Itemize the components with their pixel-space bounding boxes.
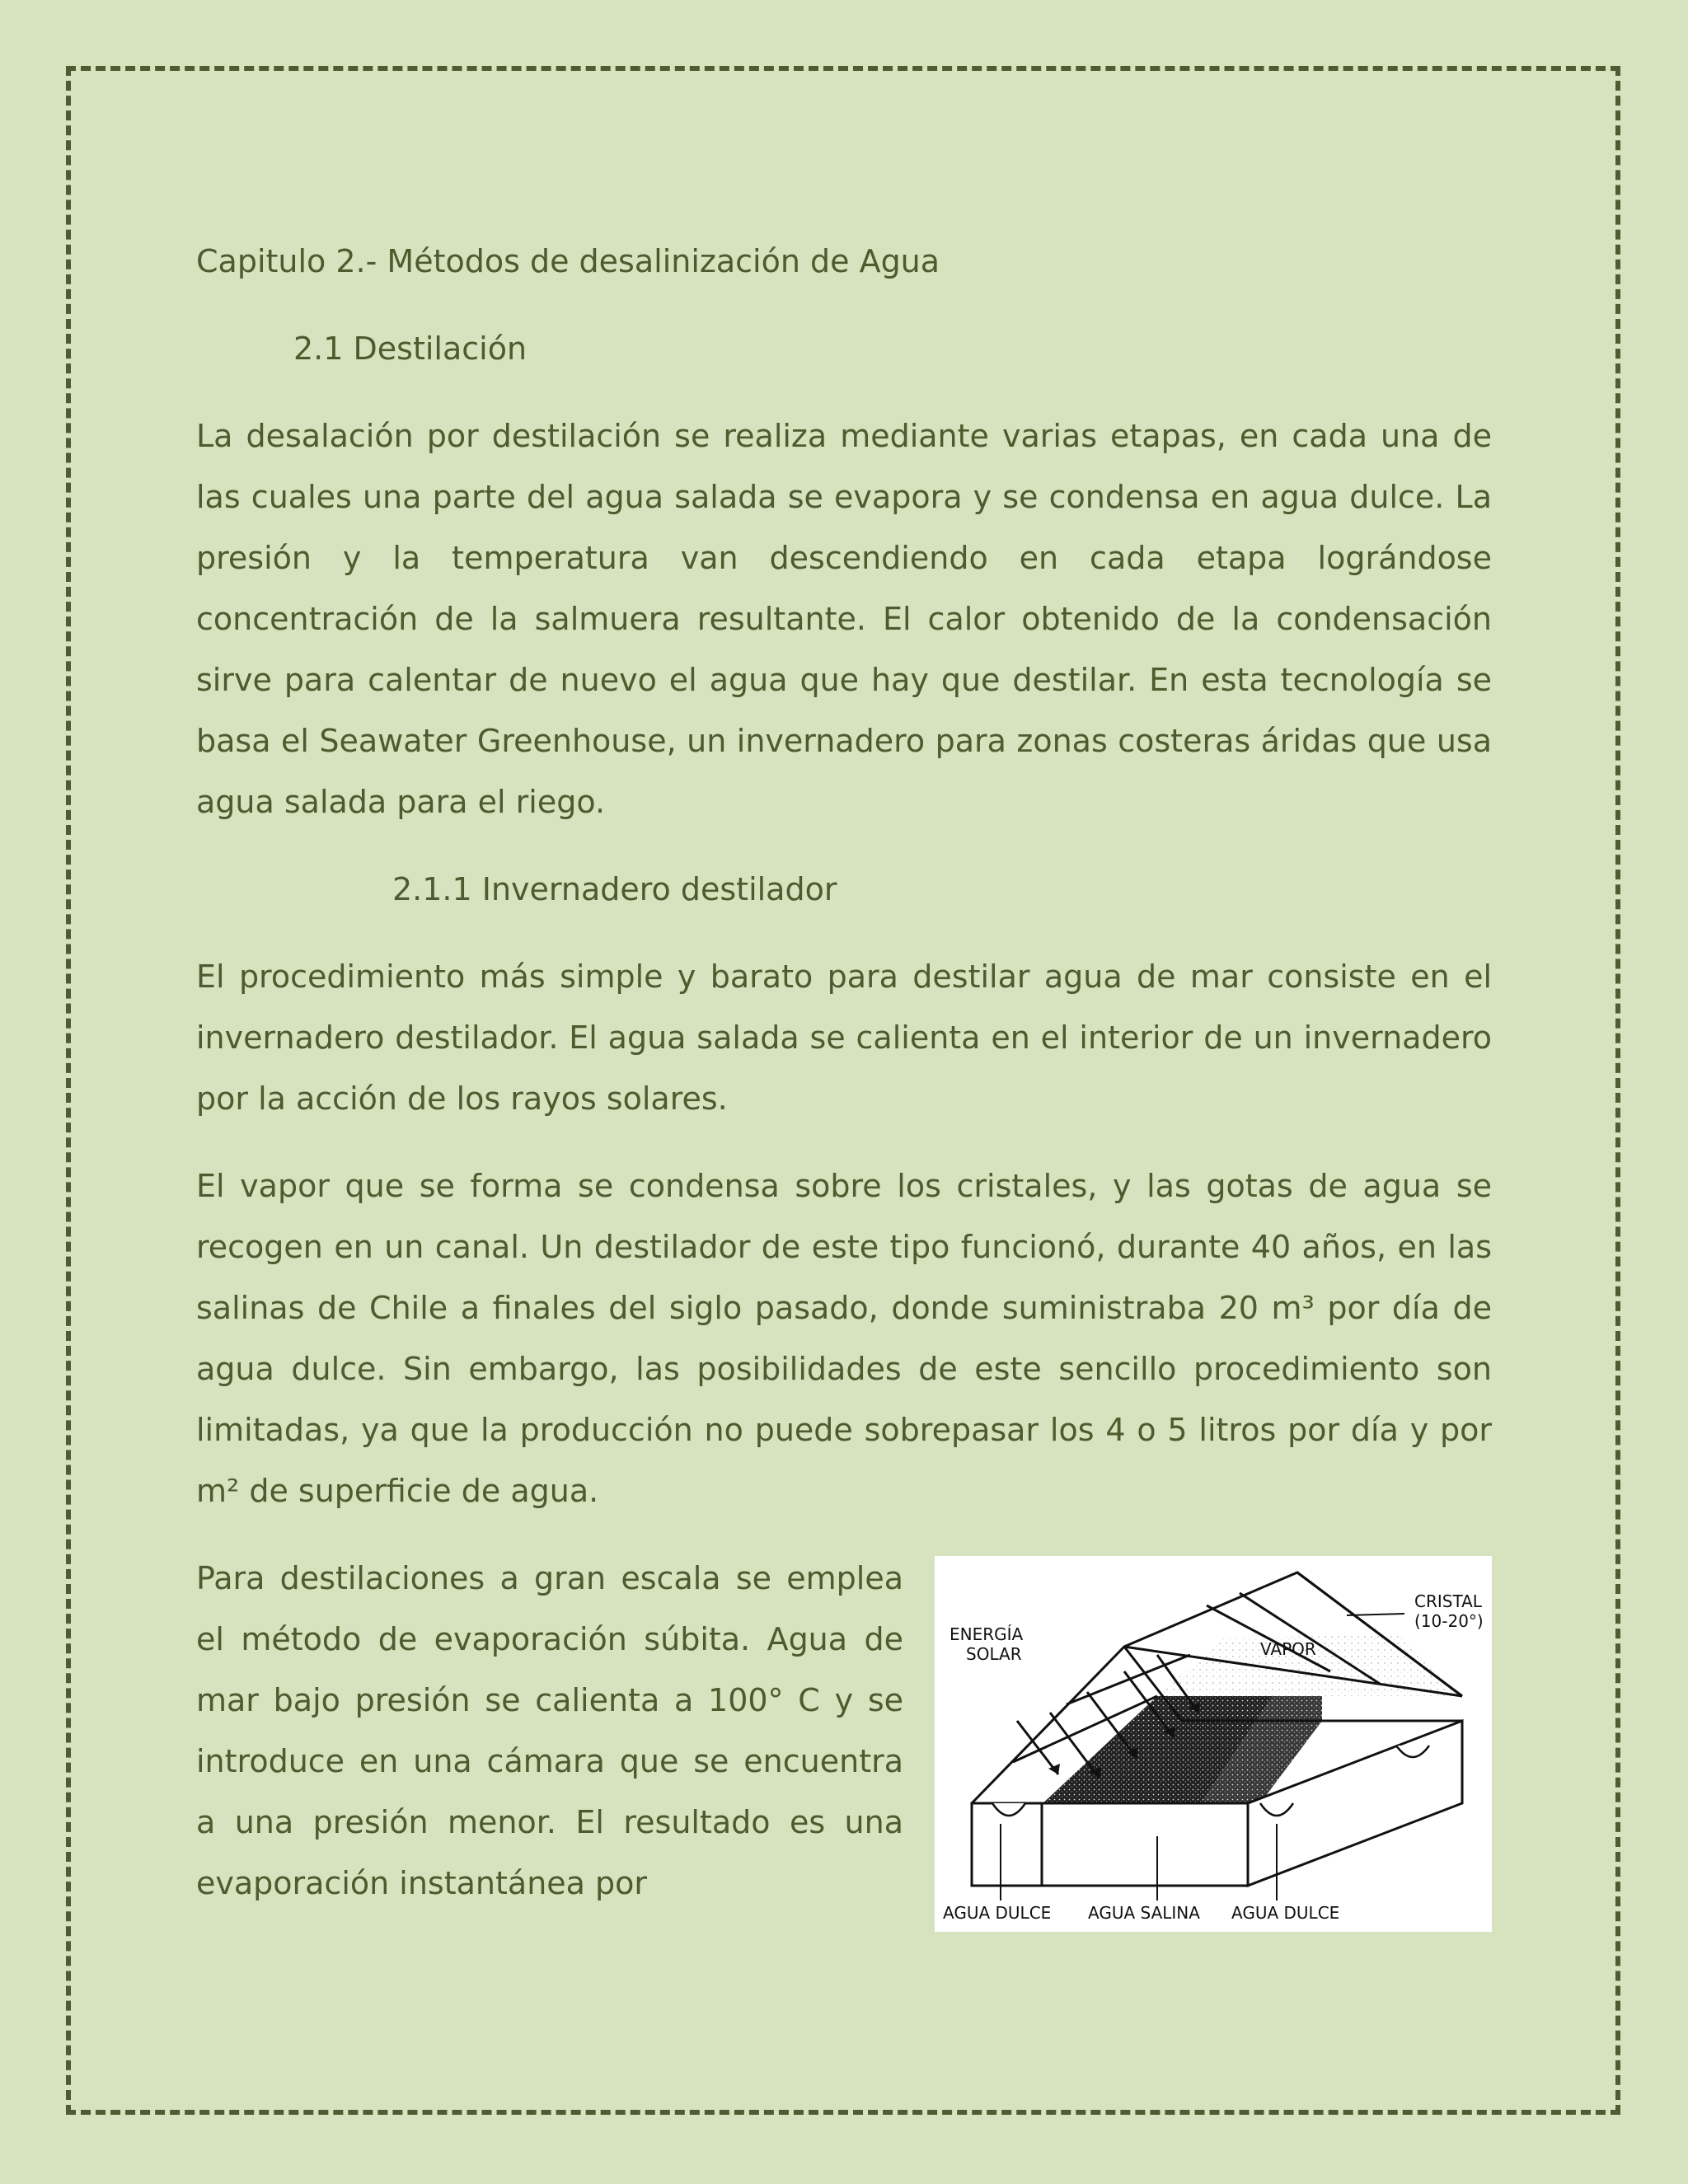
paragraph: El procedimiento más simple y barato para destilar agua de mar consiste en el invernadero destilador. El agua salada se calienta en el interior de un invernadero por la acción de los rayos solares. <box>196 958 1492 1117</box>
cristal-range-label: (10-20°) <box>1414 1611 1484 1631</box>
fresh-water-left-label: AGUA DULCE <box>943 1903 1052 1923</box>
energy-label: ENERGÍA <box>950 1624 1024 1644</box>
greenhouse-distiller-figure <box>935 1556 1492 1932</box>
paragraph: La desalación por destilación se realiza mediante varias etapas, en cada una de las cuales una parte del agua salada se evapora y se condensa en agua dulce. La presión y la temperatura van descendiendo en cada etapa lográndose concentración de la salmuera resultante. El calor obtenido de la condensación sirve para calentar de nuevo el agua que hay que destilar. En esta tecnología se basa el Seawater Greenhouse, un invernadero para zonas costeras áridas que usa agua salada para el riego. <box>196 418 1492 820</box>
chapter-heading: Capitulo 2.- Métodos de desalinización de Agua <box>196 243 940 279</box>
vapor-label: VAPOR <box>1260 1639 1316 1659</box>
paragraph: El vapor que se forma se condensa sobre los cristales, y las gotas de agua se recogen en un canal. Un destilador de este tipo funcionó, durante 40 años, en las salinas de Chile a finales del siglo pasado, donde suministraba 20 m³ por día de agua dulce. Sin embargo, las posibilidades de este sencillo procedimiento son limitadas, ya que la producción no puede sobrepasar los 4 o 5 litros por día y por m² de superficie de agua. <box>196 1168 1492 1509</box>
greenhouse-diagram <box>935 1556 1492 1932</box>
cristal-label: CRISTAL <box>1414 1591 1482 1611</box>
paragraph: Para destilaciones a gran escala se emplea el método de evaporación súbita. Agua de mar bajo presión se calienta a 100° C y se introduce en una cámara que se encuentra a una presión menor. El resultado es una evaporación instantánea por <box>196 1560 903 1901</box>
fresh-water-right-label: AGUA DULCE <box>1231 1903 1340 1923</box>
subsection-heading: 2.1.1 Invernadero destilador <box>392 871 837 907</box>
solar-label: SOLAR <box>966 1644 1022 1664</box>
section-heading: 2.1 Destilación <box>293 330 528 367</box>
salt-water-label: AGUA SALINA <box>1088 1903 1200 1923</box>
document-body <box>196 231 1492 1948</box>
